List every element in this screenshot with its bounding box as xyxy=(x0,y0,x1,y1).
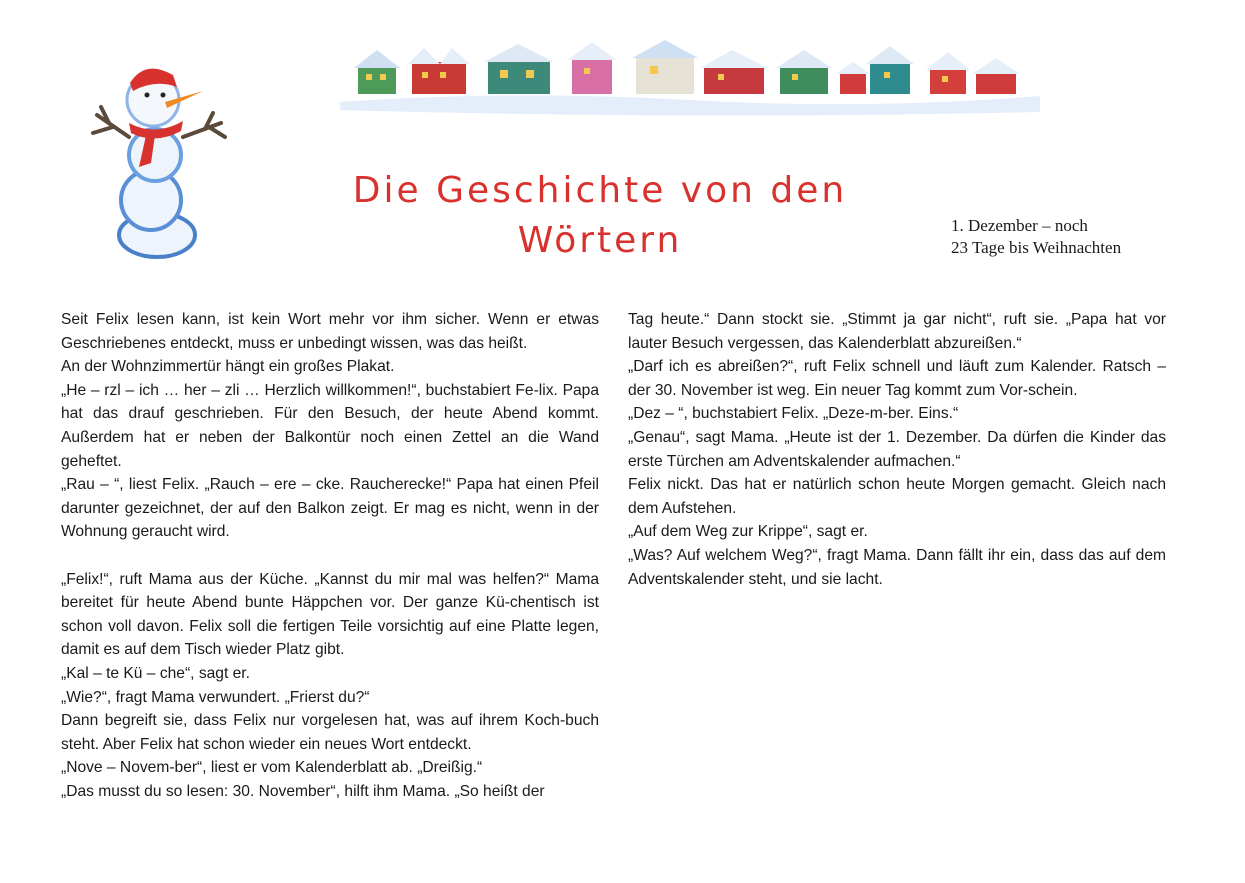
story-column-right xyxy=(628,308,1166,591)
paragraph: „Auf dem Weg zur Krippe“, sagt er. xyxy=(628,523,868,541)
paragraph: „Genau“, sagt Mama. „Heute ist der 1. Dezember. Da dürfen die Kinder das erste Türchen am Adventskalender aufmachen.“ xyxy=(628,428,1166,470)
paragraph: „Kal – te Kü – che“, sagt er. xyxy=(61,664,250,682)
snowman-illustration xyxy=(85,45,235,260)
date-line2: 23 Tage bis Weihnachten xyxy=(951,238,1122,257)
page-title-line2: Wörtern xyxy=(517,220,683,261)
paragraph: Dann begreift sie, dass Felix nur vorgelesen hat, was auf ihrem Koch-buch steht. Aber Felix hat schon wieder ein neues Wort entdeckt. xyxy=(61,712,599,753)
paragraph: An der Wohnzimmertür hängt ein großes Plakat. xyxy=(61,358,395,376)
paragraph: Seit Felix lesen kann, ist kein Wort mehr vor ihm sicher. Wenn er etwas Geschriebenes entdeckt, muss er unbedingt wissen, was das heißt. xyxy=(61,311,599,352)
paragraph: Felix nickt. Das hat er natürlich schon heute Morgen gemacht. Gleich nach dem Aufstehen. xyxy=(628,476,1166,517)
paragraph: „Nove – Novem-ber“, liest er vom Kalenderblatt ab. „Dreißig.“ xyxy=(61,759,483,777)
paragraph: „Rau – “, liest Felix. „Rauch – ere – cke. Raucherecke!“ Papa hat einen Pfeil darunter gezeichnet, der auf den Balkon zeigt. Er mag es nicht, wenn in der Wohnung geraucht wird. xyxy=(61,476,599,541)
story-column-left xyxy=(61,308,599,803)
paragraph: „He – rzl – ich … her – zli … Herzlich willkommen!“, buchstabiert Fe-lix. Papa hat das drauf geschrieben. Für den Besuch, der heute Abend kommt. Außerdem hat er neben der Balkontür noch einen Zettel an die Wand geheftet. xyxy=(61,381,599,470)
page-title-line1: Die Geschichte von den xyxy=(352,170,848,211)
paragraph: Tag heute.“ Dann stockt sie. „Stimmt ja gar nicht“, ruft sie. „Papa hat vor lauter Besuch vergessen, das Kalenderblatt abzureißen.“ xyxy=(628,311,1166,352)
paragraph: „Was? Auf welchem Weg?“, fragt Mama. Dann fällt ihr ein, dass das auf dem Adventskalender steht, und sie lacht. xyxy=(628,546,1166,588)
paragraph: „Dez – “, buchstabiert Felix. „Deze-m-ber. Eins.“ xyxy=(628,405,959,423)
date-line1: 1. Dezember – noch xyxy=(951,216,1088,235)
paragraph-gap xyxy=(61,544,599,568)
winter-village-illustration xyxy=(340,40,1040,120)
date-caption xyxy=(951,215,1121,259)
paragraph: „Das musst du so lesen: 30. November“, hilft ihm Mama. „So heißt der xyxy=(61,782,545,800)
paragraph: „Darf ich es abreißen?“, ruft Felix schnell und läuft zum Kalender. Ratsch – der 30. November ist weg. Ein neuer Tag kommt zum Vor-schein. xyxy=(628,358,1166,399)
paragraph: „Felix!“, ruft Mama aus der Küche. „Kannst du mir mal was helfen?“ Mama bereitet für heute Abend bunte Häppchen vor. Der ganze Kü-chentisch ist schon voll davon. Felix soll die fertigen Teile vorsichtig auf eine Platte legen, damit es auf dem Tisch wieder Platz gibt. xyxy=(61,570,599,659)
paragraph: „Wie?“, fragt Mama verwundert. „Frierst du?“ xyxy=(61,688,370,706)
